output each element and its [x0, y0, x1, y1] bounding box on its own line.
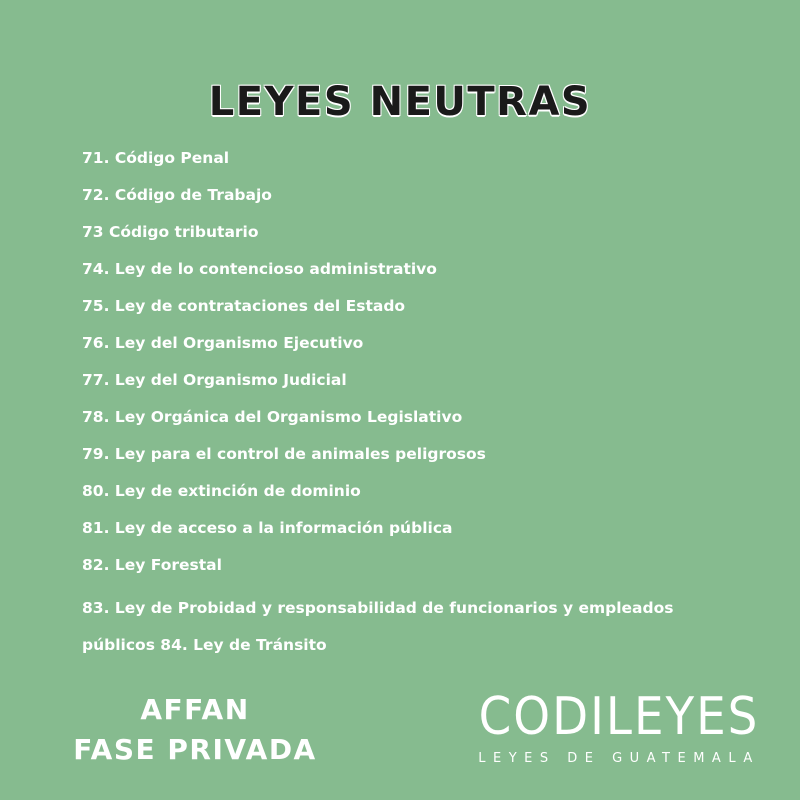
law-list — [82, 146, 742, 664]
list-item: 81. Ley de acceso a la información pública — [82, 519, 453, 537]
list-item: 76. Ley del Organismo Ejecutivo — [82, 334, 364, 352]
logo-tagline: LEYES DE GUATEMALA — [478, 751, 760, 766]
list-item: 74. Ley de lo contencioso administrativo — [82, 260, 437, 278]
list-item: 79. Ley para el control de animales peligrosos — [82, 445, 486, 463]
list-item: 83. Ley de Probidad y responsabilidad de funcionarios y empleados públicos 84. Ley de Tránsito — [82, 599, 674, 654]
list-item: 75. Ley de contrataciones del Estado — [82, 297, 406, 315]
footer-line-1: AFFAN — [140, 693, 250, 726]
list-item: 78. Ley Orgánica del Organismo Legislativo — [82, 408, 463, 426]
footer-caption — [40, 690, 350, 770]
list-item: 80. Ley de extinción de dominio — [82, 482, 361, 500]
list-item: 71. Código Penal — [82, 149, 230, 167]
list-item: 82. Ley Forestal — [82, 556, 222, 574]
brand-logo — [462, 688, 776, 770]
footer-line-2: FASE PRIVADA — [73, 733, 317, 766]
list-item: 72. Código de Trabajo — [82, 186, 272, 204]
list-item: 77. Ley del Organismo Judicial — [82, 371, 347, 389]
logo-wordmark: CODILEYES — [478, 687, 760, 747]
list-item: 73 Código tributario — [82, 223, 259, 241]
page-title: LEYES NEUTRAS — [208, 79, 592, 125]
